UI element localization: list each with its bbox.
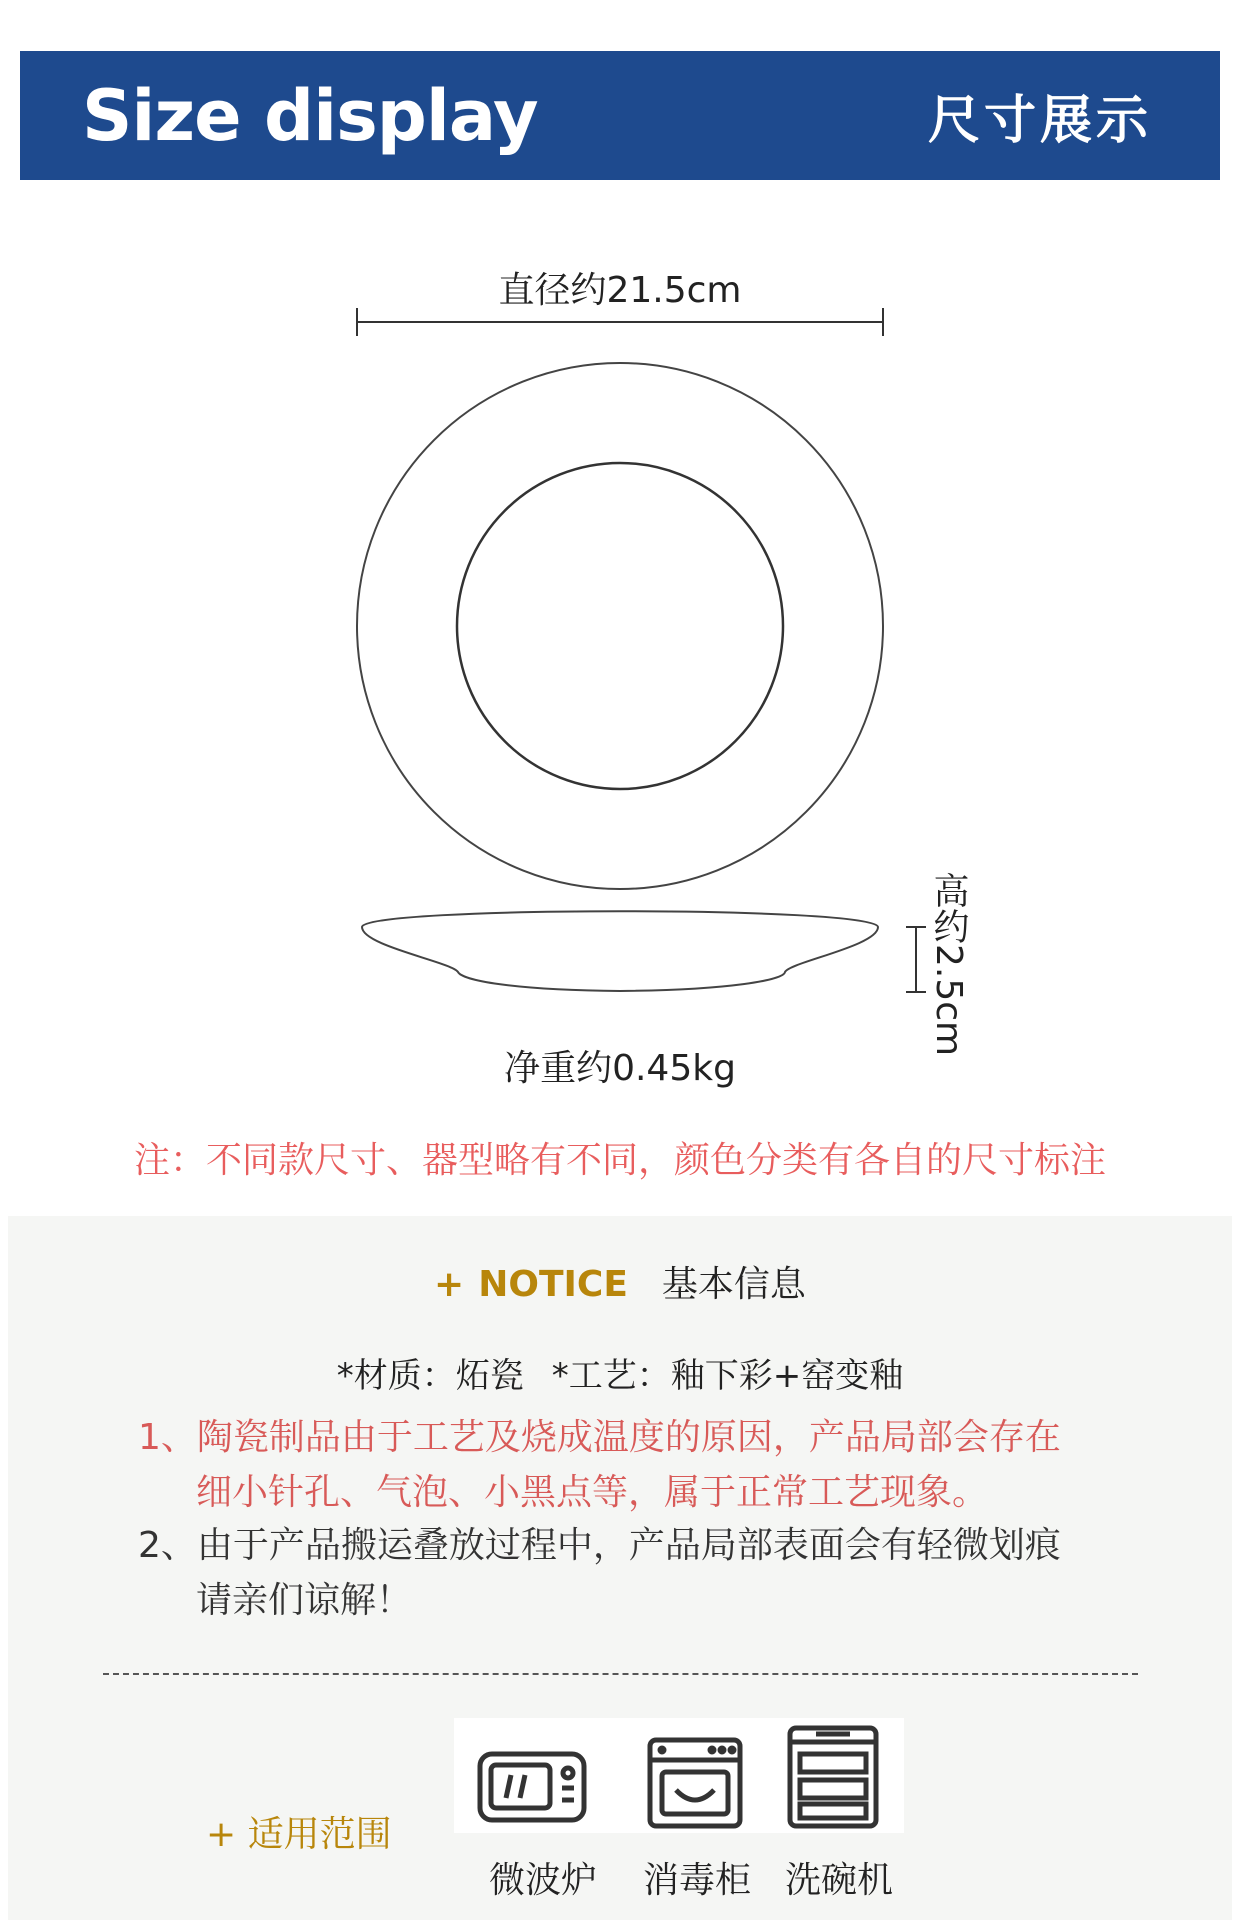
notice-item-2-line1: 2、由于产品搬运叠放过程中，产品局部表面会有轻微划痕 [138, 1525, 1061, 1566]
microwave-icon [480, 1754, 584, 1820]
notice-item-1 [138, 1410, 1118, 1520]
notice-item-2-line2: 请亲们谅解！ [196, 1580, 413, 1621]
appliance-icons [454, 1718, 904, 1833]
weight-label: 净重约0.45kg [504, 1048, 736, 1089]
material-info [8, 1348, 1232, 1397]
dashed-divider [103, 1673, 1138, 1675]
appliance-label-dishwasher: 洗碗机 [784, 1860, 893, 1901]
diameter-dimension-line [357, 308, 883, 336]
title-en: Size display [82, 74, 538, 157]
plate-outer-rim [357, 363, 883, 889]
size-note: 注：不同款尺寸、器型略有不同，颜色分类有各自的尺寸标注 [133, 1140, 1106, 1181]
title-zh: 尺寸展示 [927, 91, 1152, 151]
height-dimension-line [906, 927, 926, 992]
diameter-label: 直径约21.5cm [498, 270, 742, 311]
craft-text: *工艺：釉下彩+窑变釉 [551, 1356, 904, 1396]
notice-title-en: NOTICE [478, 1264, 628, 1305]
notice-item-1-line2: 细小针孔、气泡、小黑点等，属于正常工艺现象。 [196, 1472, 989, 1513]
plate-side-profile [362, 911, 878, 991]
plus-icon: + [434, 1264, 465, 1305]
material-text: *材质：炻瓷 [336, 1356, 524, 1396]
dishwasher-icon [790, 1728, 876, 1826]
disinfection-cabinet-icon [650, 1740, 740, 1826]
appliance-label-microwave: 微波炉 [488, 1860, 597, 1901]
notice-panel [8, 1216, 1232, 1920]
notice-item-1-line1: 1、陶瓷制品由于工艺及烧成温度的原因，产品局部会存在 [138, 1417, 1061, 1458]
plate-inner-well [457, 463, 783, 789]
notice-title-zh: 基本信息 [661, 1264, 806, 1305]
usage-label: + 适用范围 [206, 1814, 392, 1855]
appliance-label-disinfection-cabinet: 消毒柜 [642, 1860, 751, 1901]
notice-title [8, 1256, 1232, 1307]
notice-item-2 [138, 1518, 1118, 1628]
height-label: 高约2.5cm [928, 872, 969, 1057]
